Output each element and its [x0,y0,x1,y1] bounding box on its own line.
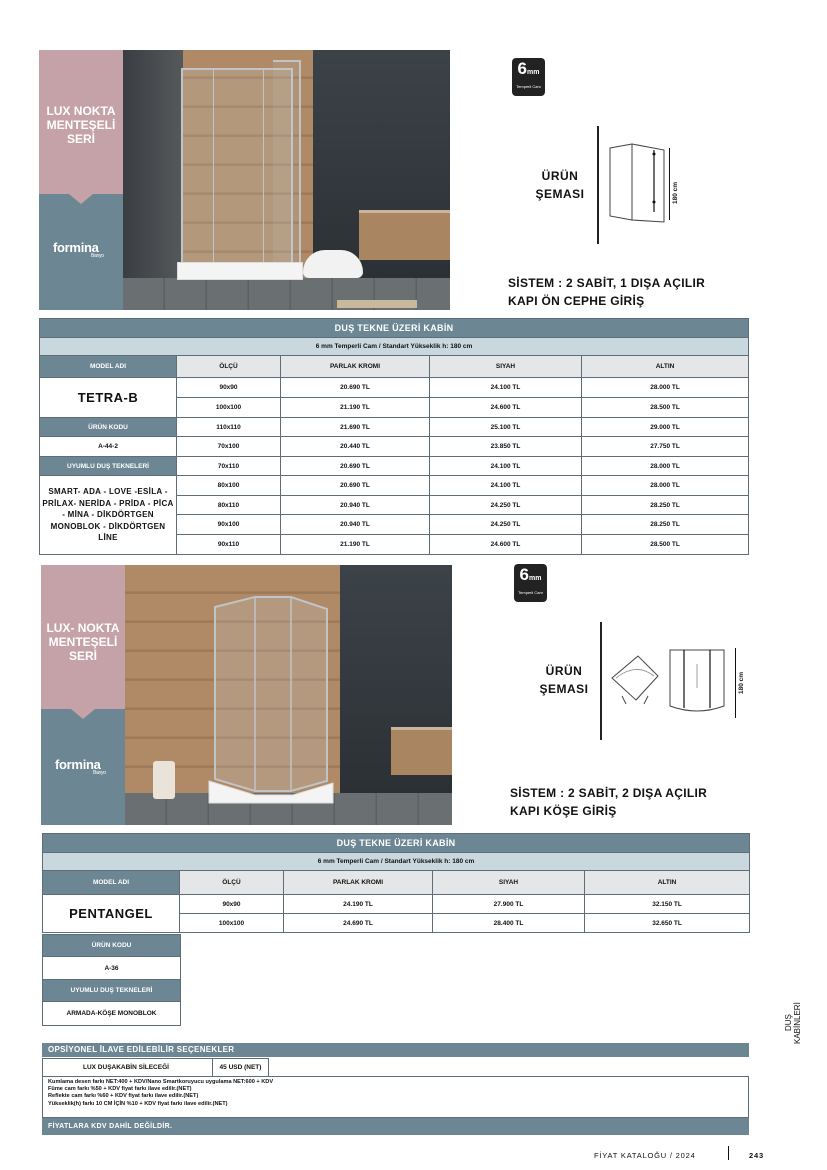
price-chrome: 21.690 TL [281,418,430,437]
schema-height-label-1: 180 cm [672,181,679,204]
price-table-2 [42,833,750,933]
schema-label-2: ÜRÜN ŞEMASI [539,664,589,696]
size-cell: 110x110 [177,418,281,437]
system-description-2 [510,784,750,820]
compatible-trays-1: SMART- ADA - LOVE -ESİLA - PRİLAX- NERİDA - PRİDA - PİCA - MİNA - DİKDÖRTGEN MONOBLOK - DİKDÖRTGEN LİNE [40,476,177,555]
chevron-decoration-1 [69,194,93,204]
price-gold: 28.000 TL [582,476,749,496]
side-tab-line-1: DUŞ [784,1014,793,1032]
series-title-1: LUX NOKTA MENTEŞELİ SERİ [46,104,116,146]
options-item-row [42,1058,269,1077]
col-header-model: MODEL ADI [40,356,177,378]
price-gold: 28.250 TL [582,496,749,515]
series-panel-2 [41,565,125,709]
size-cell: 90x90 [177,378,281,398]
col-header-size: ÖLÇÜ [180,871,284,895]
col-header-black: SIYAH [430,356,582,378]
badge-number-1: 6 [517,59,527,78]
side-tab-line-2: KABİNLERİ [793,1002,802,1044]
size-cell: 80x100 [177,476,281,496]
product-info-2 [42,934,181,1026]
table-title-2: DUŞ TEKNE ÜZERİ KABİN [43,834,750,853]
price-chrome: 24.690 TL [284,914,433,933]
code-label-2: ÜRÜN KODU [43,935,181,957]
note-line: Füme cam farkı %50 + KDV fiyat farkı ilave edilir.(NET) [48,1086,192,1093]
price-table-1 [39,318,749,555]
price-black: 28.400 TL [433,914,585,933]
code-label-1: ÜRÜN KODU [40,418,177,437]
col-header-gold: ALTIN [585,871,750,895]
price-chrome: 24.190 TL [284,895,433,914]
size-cell: 100x100 [177,398,281,418]
price-black: 25.100 TL [430,418,582,437]
schema-diagram-1 [606,140,668,226]
price-gold: 28.500 TL [582,535,749,555]
col-header-black: SIYAH [433,871,585,895]
table-title-1: DUŞ TEKNE ÜZERİ KABİN [40,319,749,338]
price-chrome: 20.940 TL [281,515,430,535]
schema-diagram-2-top [608,652,662,708]
brand-logo-1 [53,240,104,259]
size-cell: 70x110 [177,457,281,476]
glass-thickness-badge-1 [512,58,545,96]
col-header-model: MODEL ADI [43,871,180,895]
system-line-2b: KAPI KÖŞE GİRİŞ [510,804,617,818]
badge-suffix-2: mm [529,575,542,582]
price-chrome: 20.690 TL [281,476,430,496]
page-number: 243 [749,1151,764,1160]
brand-panel-1 [39,194,123,310]
brand-sub-1: Banyo [91,253,104,259]
size-cell: 80x110 [177,496,281,515]
model-name-2: PENTANGEL [43,895,180,933]
footer-catalog: FİYAT KATALOĞU / 2024 [594,1151,696,1160]
badge-text-2: Temperli Cam [518,590,543,595]
col-header-chrome: PARLAK KROMI [281,356,430,378]
price-chrome: 20.690 TL [281,457,430,476]
glass-thickness-badge-2 [514,564,547,602]
brand-name-2: formina [55,757,101,772]
option-wiper-label: LUX DUŞAKABİN SİLECEĞİ [43,1059,213,1077]
size-cell: 90x90 [180,895,284,914]
schema-divider-1 [597,126,599,244]
col-header-size: ÖLÇÜ [177,356,281,378]
brand-panel-2 [41,709,125,825]
vat-note: FİYATLARA KDV DAHİL DEĞİLDİR. [42,1118,749,1135]
badge-text-1: Temperli Cam [516,84,541,89]
options-notes [42,1076,749,1118]
price-gold: 29.000 TL [582,418,749,437]
series-panel-1 [39,50,123,194]
price-gold: 28.000 TL [582,378,749,398]
compat-label-2: UYUMLU DUŞ TEKNELERİ [43,980,181,1002]
price-chrome: 20.440 TL [281,437,430,457]
system-line-1b: KAPI ÖN CEPHE GİRİŞ [508,294,645,308]
system-line-2a: SİSTEM : 2 SABİT, 2 DIŞA AÇILIR [510,786,708,800]
col-header-chrome: PARLAK KROMI [284,871,433,895]
chevron-decoration-2 [71,709,95,719]
compat-label-1: UYUMLU DUŞ TEKNELERİ [40,457,177,476]
price-black: 27.900 TL [433,895,585,914]
compatible-trays-2: ARMADA-KÖŞE MONOBLOK [43,1002,181,1026]
price-chrome: 20.690 TL [281,378,430,398]
model-name-1: TETRA-B [40,378,177,418]
price-black: 23.850 TL [430,437,582,457]
price-chrome: 21.190 TL [281,535,430,555]
price-black: 24.600 TL [430,535,582,555]
schema-divider-2 [600,622,602,740]
note-line: Kumlama desen farkı NET:400 + KDV/Nano Smartkoruyucu uygulama NET:600 + KDV [48,1079,274,1085]
price-black: 24.100 TL [430,476,582,496]
price-black: 24.250 TL [430,515,582,535]
size-cell: 70x100 [177,437,281,457]
size-cell: 100x100 [180,914,284,933]
product-code-1: A-44-2 [40,437,177,457]
series-title-2: LUX- NOKTA MENTEŞELİ SERİ [46,621,120,663]
system-line-1a: SİSTEM : 2 SABİT, 1 DIŞA AÇILIR [508,276,706,290]
product-code-2: A-36 [43,957,181,980]
table-subtitle-1: 6 mm Temperli Cam / Standart Yükseklik h: 180 cm [40,338,749,356]
price-black: 24.600 TL [430,398,582,418]
schema-label-1: ÜRÜN ŞEMASI [535,169,585,201]
badge-suffix-1: mm [527,69,540,76]
schema-height-line-1 [669,148,670,220]
size-cell: 90x110 [177,535,281,555]
brand-logo-2 [55,757,106,776]
schema-height-line-2 [735,648,736,718]
product-photo-2 [125,565,452,825]
schema-height-label-2: 180 cm [738,671,745,694]
price-gold: 32.650 TL [585,914,750,933]
price-gold: 28.250 TL [582,515,749,535]
product-photo-1 [123,50,450,310]
price-gold: 32.150 TL [585,895,750,914]
size-cell: 90x100 [177,515,281,535]
price-chrome: 21.190 TL [281,398,430,418]
option-wiper-price: 45 USD (NET) [213,1059,269,1077]
col-header-gold: ALTIN [582,356,749,378]
price-gold: 28.500 TL [582,398,749,418]
price-gold: 27.750 TL [582,437,749,457]
system-description-1 [508,274,748,310]
table-subtitle-2: 6 mm Temperli Cam / Standart Yükseklik h: 180 cm [43,853,750,871]
options-title: OPSİYONEL İLAVE EDİLEBİLİR SEÇENEKLER [42,1043,749,1057]
schema-diagram-2-front [664,644,730,718]
price-chrome: 20.940 TL [281,496,430,515]
price-gold: 28.000 TL [582,457,749,476]
note-line: Yükseklik(h) farkı 10 CM İÇİN %10 + KDV fiyat farkı ilave edilir.(NET) [48,1100,228,1107]
footer-divider [728,1146,729,1160]
section-side-tab [784,998,806,1048]
badge-number-2: 6 [519,565,529,584]
brand-sub-2: Banyo [93,770,106,776]
brand-name-1: formina [53,240,99,255]
price-black: 24.100 TL [430,457,582,476]
price-black: 24.250 TL [430,496,582,515]
note-line: Reflekte cam farkı %60 + KDV fiyat farkı ilave edilir.(NET) [48,1093,199,1100]
price-black: 24.100 TL [430,378,582,398]
